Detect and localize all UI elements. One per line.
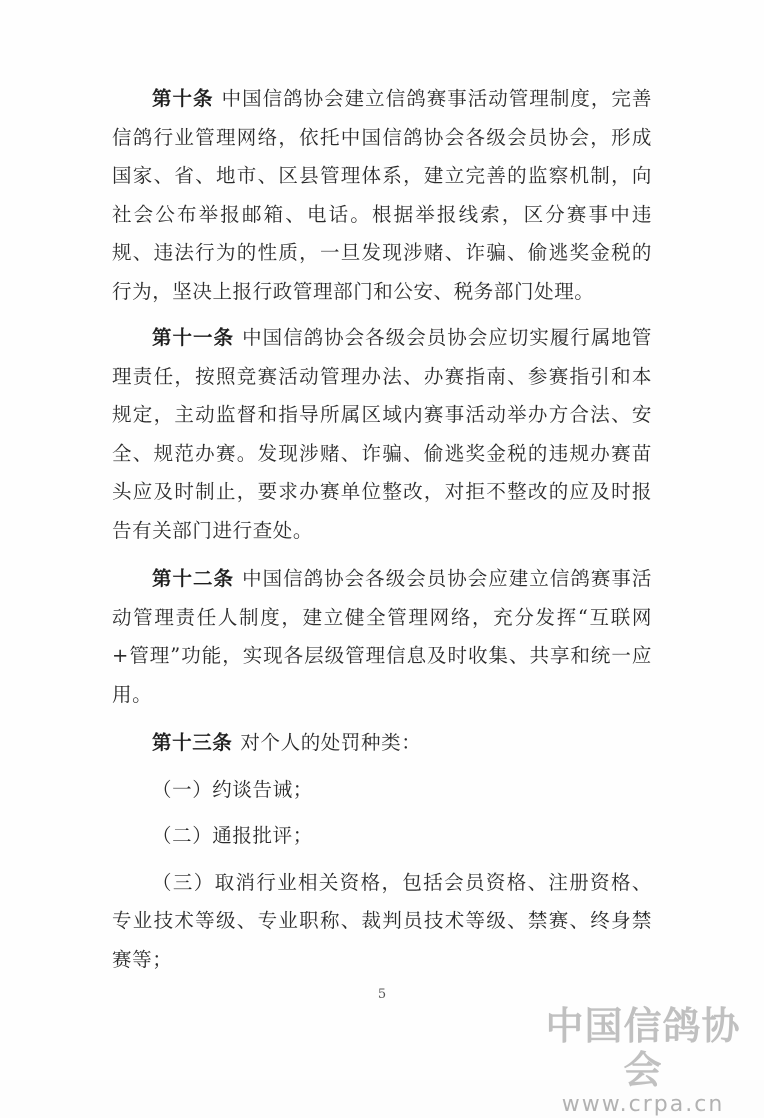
article-11-heading: 第十一条 — [152, 326, 235, 349]
article-13 — [112, 724, 652, 763]
watermark-logo — [528, 1004, 758, 1118]
watermark-name: 中国信鸽协会 — [545, 1004, 741, 1092]
page-number: 5 — [377, 987, 387, 1002]
article-12-heading: 第十二条 — [152, 567, 235, 590]
article-13-body: 对个人的处罚种类： — [240, 731, 422, 754]
article-10 — [112, 80, 652, 311]
document-body — [112, 80, 652, 979]
article-10-heading: 第十条 — [152, 87, 214, 110]
penalty-item-2: （二）通报批评； — [152, 824, 313, 847]
article-13-heading: 第十三条 — [152, 731, 233, 754]
watermark-url: www.crpa.cn — [561, 1092, 725, 1117]
article-12-body: 中国信鸽协会各级会员协会应建立信鸽赛事活动管理责任人制度，建立健全管理网络，充分发挥“互联网+管理”功能，实现各层级管理信息及时收集、共享和统一应用。 — [112, 567, 652, 706]
article-11 — [112, 319, 652, 550]
penalty-item-3: （三）取消行业相关资格，包括会员资格、注册资格、专业技术等级、专业职称、裁判员技术等级、禁赛、终身禁赛等； — [112, 870, 652, 971]
article-10-body: 中国信鸽协会建立信鸽赛事活动管理制度，完善信鸽行业管理网络，依托中国信鸽协会各级会员协会，形成国家、省、地市、区县管理体系，建立完善的监察机制，向社会公布举报邮箱、电话。根据举报线索，区分赛事中违规、违法行为的性质，一旦发现涉赌、诈骗、偷逃奖金税的行为，坚决上报行政管理部门和公安、税务部门处理。 — [112, 87, 652, 303]
article-11-body: 中国信鸽协会各级会员协会应切实履行属地管理责任，按照竞赛活动管理办法、办赛指南、参赛指引和本规定，主动监督和指导所属区域内赛事活动举办方合法、安全、规范办赛。发现涉赌、诈骗、偷逃奖金税的违规办赛苗头应及时制止，要求办赛单位整改，对拒不整改的应及时报告有关部门进行查处。 — [112, 326, 652, 542]
article-12 — [112, 560, 652, 714]
penalty-item-1: （一）约谈告诫； — [152, 777, 313, 801]
